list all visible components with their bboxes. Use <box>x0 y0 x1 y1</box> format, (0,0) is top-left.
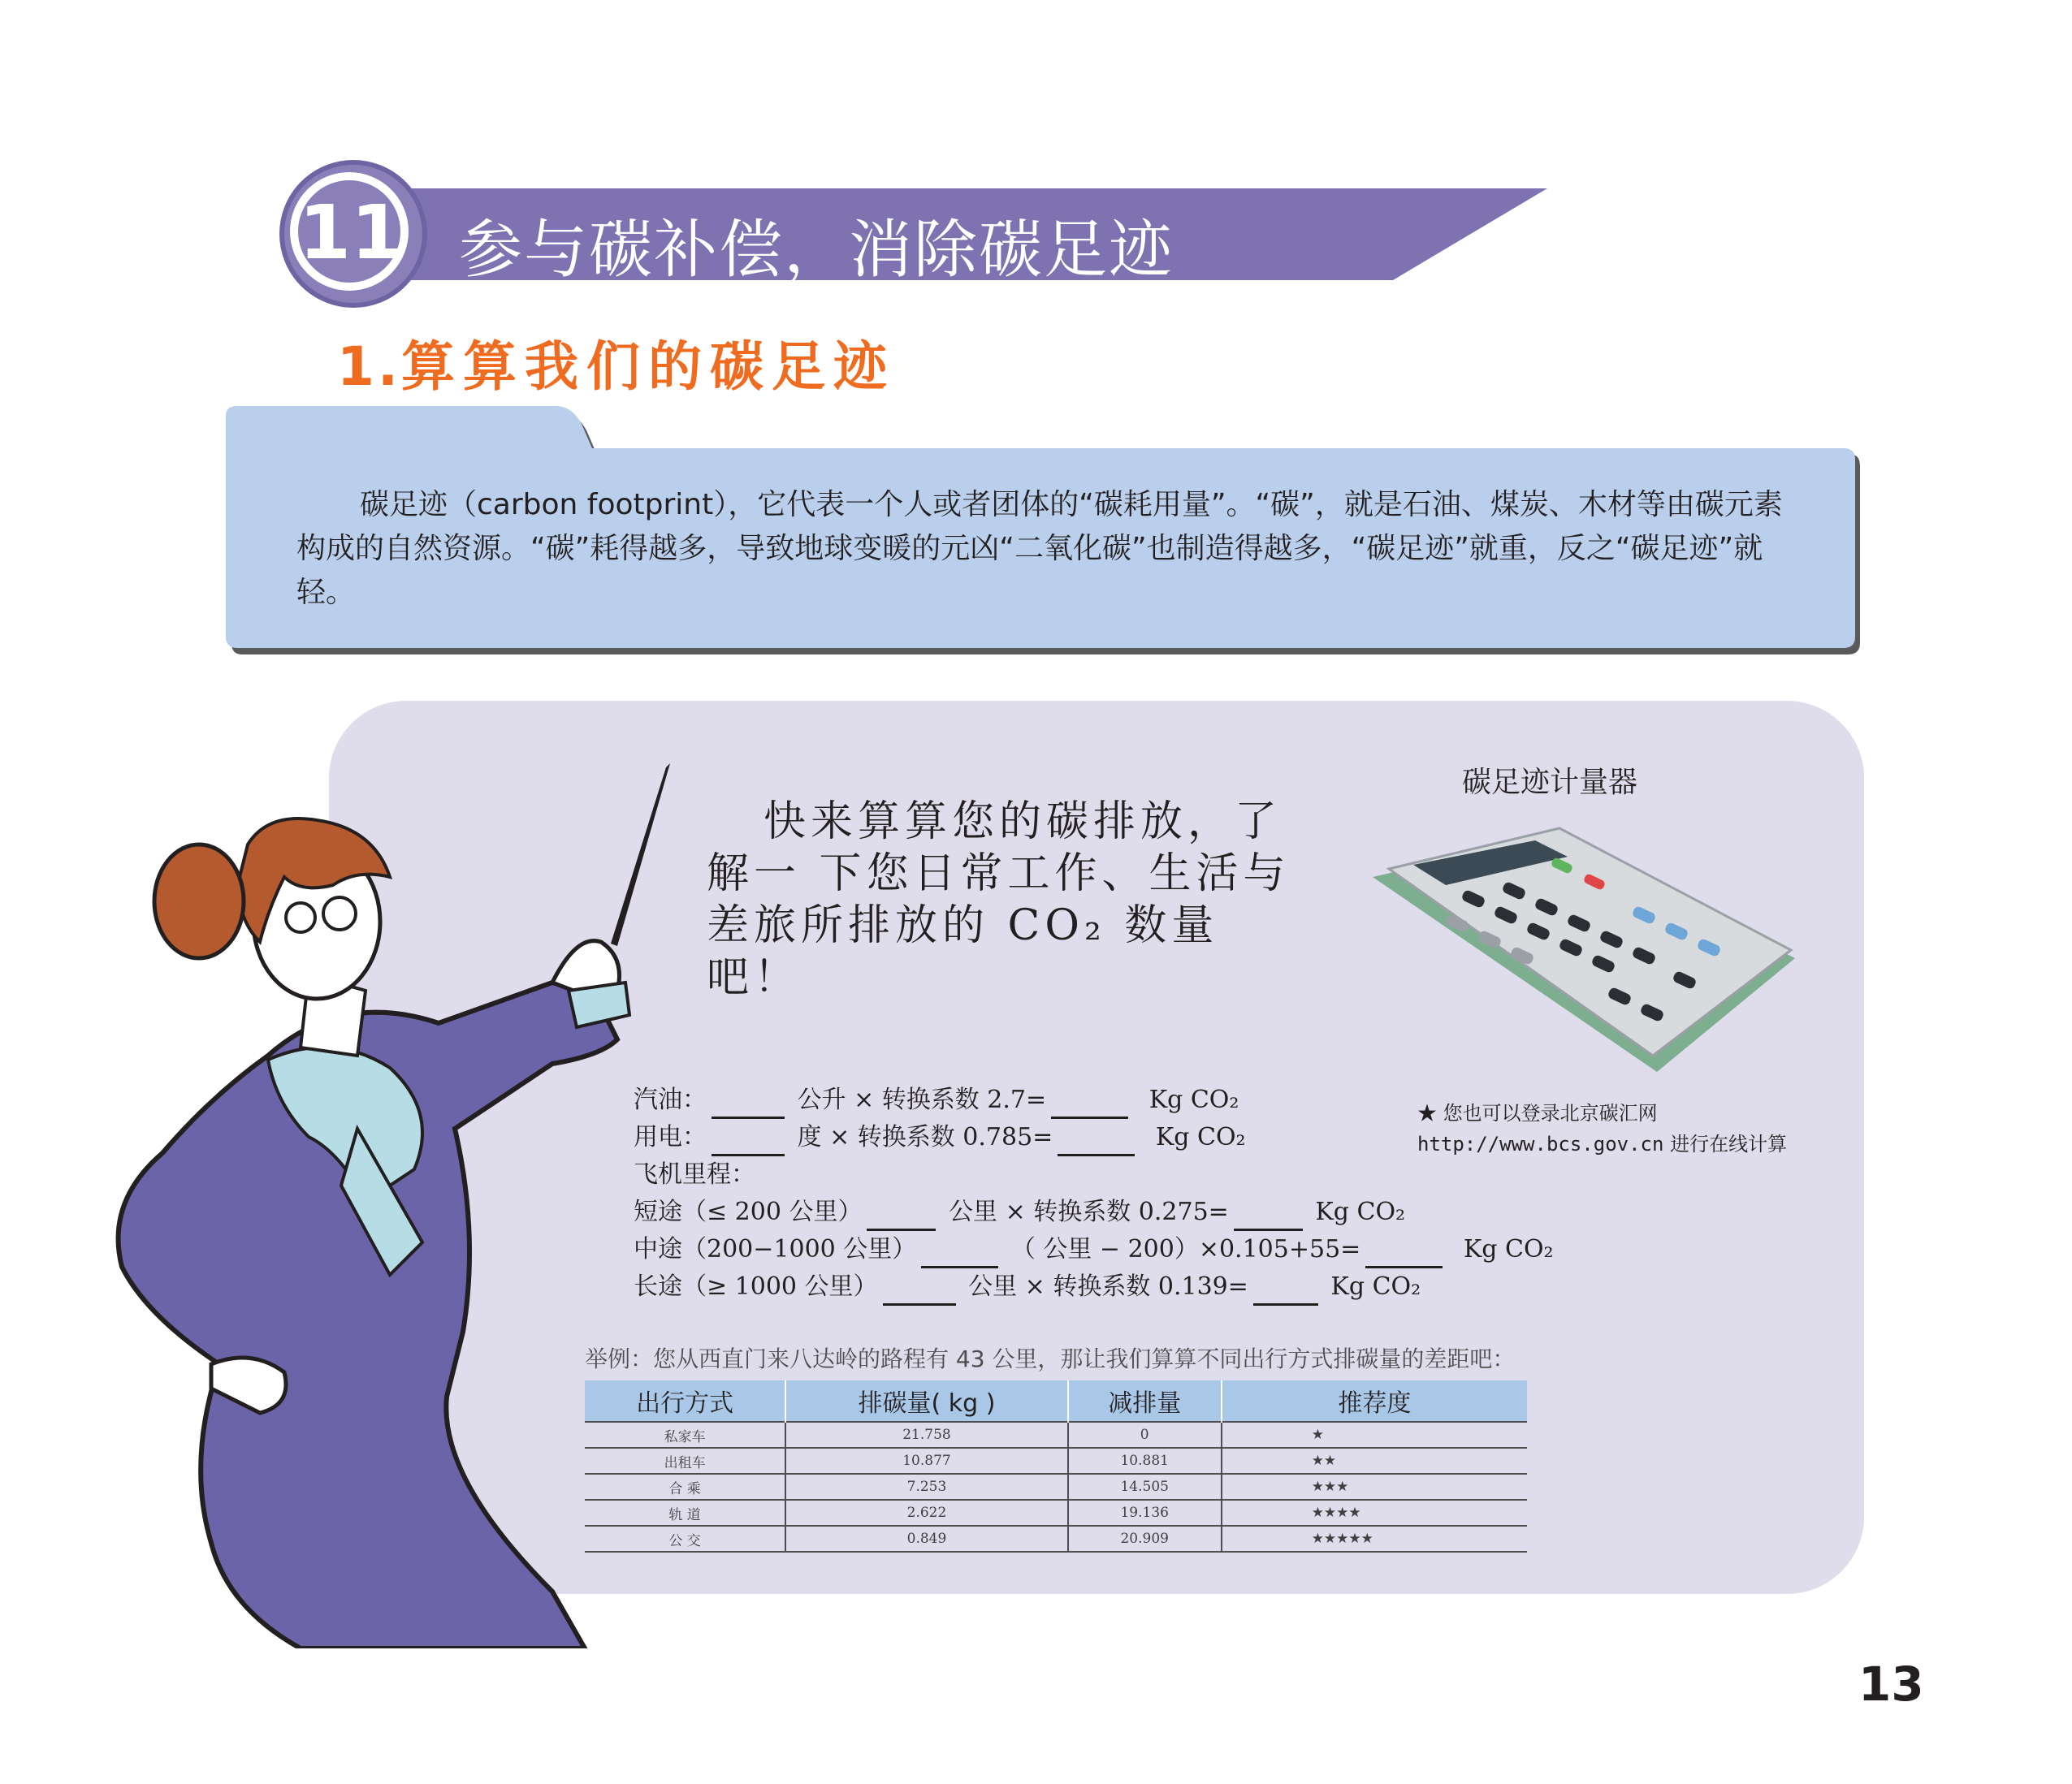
gasoline-result-unit: Kg CO₂ <box>1148 1086 1239 1114</box>
formula-gasoline <box>634 1082 1527 1119</box>
gasoline-label: 汽油： <box>634 1086 707 1114</box>
example-text: 举例：您从西直门来八达岭的路程有 43 公里，那让我们算算不同出行方式排碳量的差距吧： <box>585 1346 1516 1372</box>
website-note-suffix: 进行在线计算 <box>1670 1133 1788 1155</box>
short-flight-result-blank[interactable] <box>1234 1201 1303 1231</box>
cell-stars: ★★ <box>1222 1448 1527 1474</box>
cell-stars: ★ <box>1222 1422 1527 1448</box>
long-flight-label: 长途（≥ 1000 公里） <box>634 1272 878 1301</box>
long-flight-input-blank[interactable] <box>883 1276 956 1306</box>
header-recommendation: 推荐度 <box>1222 1380 1527 1422</box>
cell-reduction: 19.136 <box>1068 1500 1222 1526</box>
long-flight-result-blank[interactable] <box>1253 1276 1318 1306</box>
emission-comparison-table <box>585 1380 1527 1553</box>
electricity-result-blank[interactable] <box>1058 1126 1135 1156</box>
cell-mode: 轨 道 <box>585 1500 785 1526</box>
subsection-number: 1. <box>337 335 401 398</box>
cell-emission: 21.758 <box>785 1422 1068 1448</box>
speech-text: 快来算算您的碳排放，了解一 下您日常工作、生活与差旅所排放的 CO₂ 数量吧！ <box>707 797 1291 1002</box>
cell-mode: 公 交 <box>585 1526 785 1552</box>
table-header-row <box>585 1380 1527 1422</box>
formula-electricity <box>634 1119 1527 1156</box>
table-row <box>585 1422 1527 1448</box>
calculator-image <box>1365 812 1803 1080</box>
cell-stars: ★★★★★ <box>1222 1526 1527 1552</box>
short-flight-input-blank[interactable] <box>867 1201 936 1231</box>
table-row <box>585 1500 1527 1526</box>
header-emission: 排碳量( kg ) <box>785 1380 1068 1422</box>
gasoline-result-blank[interactable] <box>1051 1089 1128 1119</box>
section-badge-number: 11 <box>298 189 404 276</box>
electricity-result-unit: Kg CO₂ <box>1155 1123 1246 1151</box>
cell-reduction: 20.909 <box>1068 1526 1222 1552</box>
gasoline-unit: 公升 × 转换系数 2.7= <box>797 1086 1047 1114</box>
cell-stars: ★★★★ <box>1222 1500 1527 1526</box>
gasoline-input-blank[interactable] <box>712 1089 785 1119</box>
cell-mode: 私家车 <box>585 1422 785 1448</box>
electricity-label: 用电： <box>634 1123 707 1151</box>
short-flight-label: 短途（≤ 200 公里） <box>634 1198 863 1226</box>
cell-mode: 出租车 <box>585 1448 785 1474</box>
cell-stars: ★★★ <box>1222 1474 1527 1500</box>
website-note-line1: ★ 您也可以登录北京碳汇网 <box>1417 1102 1658 1125</box>
long-flight-rest: 公里 × 转换系数 0.139= <box>968 1272 1248 1301</box>
formula-medium-flight <box>634 1231 1554 1268</box>
short-flight-result-unit: Kg CO₂ <box>1315 1198 1406 1226</box>
page-number: 13 <box>1858 1657 1924 1712</box>
cell-mode: 合 乘 <box>585 1474 785 1500</box>
cell-reduction: 14.505 <box>1068 1474 1222 1500</box>
intro-paragraph: 碳足迹（carbon footprint），它代表一个人或者团体的“碳耗用量”。“碳”，就是石油、煤炭、木材等由碳元素构成的自然资源。“碳”耗得越多，导致地球变暖的元凶“二氧化碳”也制造得越多，“碳足迹”就重，反之“碳足迹”就轻。 <box>296 488 1783 609</box>
section-title: 参与碳补偿，消除碳足迹 <box>459 214 1174 287</box>
calculator-label: 碳足迹计量器 <box>1462 766 1638 799</box>
medium-flight-input-blank[interactable] <box>921 1238 998 1268</box>
cell-emission: 7.253 <box>785 1474 1068 1500</box>
header-travel-mode: 出行方式 <box>585 1380 785 1422</box>
table-row <box>585 1448 1527 1474</box>
website-url[interactable]: http://www.bcs.gov.cn <box>1417 1133 1664 1155</box>
electricity-input-blank[interactable] <box>712 1126 785 1156</box>
medium-flight-result-unit: Kg CO₂ <box>1463 1235 1554 1263</box>
table-row <box>585 1526 1527 1552</box>
cell-reduction: 10.881 <box>1068 1448 1222 1474</box>
cell-emission: 10.877 <box>785 1448 1068 1474</box>
cell-emission: 0.849 <box>785 1526 1068 1552</box>
subsection-title-text: 算算我们的碳足迹 <box>401 335 895 398</box>
cell-reduction: 0 <box>1068 1422 1222 1448</box>
short-flight-rest: 公里 × 转换系数 0.275= <box>949 1198 1229 1226</box>
header-reduction: 减排量 <box>1068 1380 1222 1422</box>
electricity-unit: 度 × 转换系数 0.785= <box>797 1123 1053 1151</box>
medium-flight-result-blank[interactable] <box>1365 1238 1443 1268</box>
long-flight-result-unit: Kg CO₂ <box>1330 1272 1421 1301</box>
formula-short-flight <box>634 1194 1527 1231</box>
table-row <box>585 1474 1527 1500</box>
medium-flight-rest: （ 公里 − 200）×0.105+55= <box>1010 1235 1361 1263</box>
flight-header: 飞机里程： <box>634 1160 755 1189</box>
cell-emission: 2.622 <box>785 1500 1068 1526</box>
formula-long-flight <box>634 1268 1527 1306</box>
medium-flight-label: 中途（200−1000 公里） <box>634 1235 917 1263</box>
